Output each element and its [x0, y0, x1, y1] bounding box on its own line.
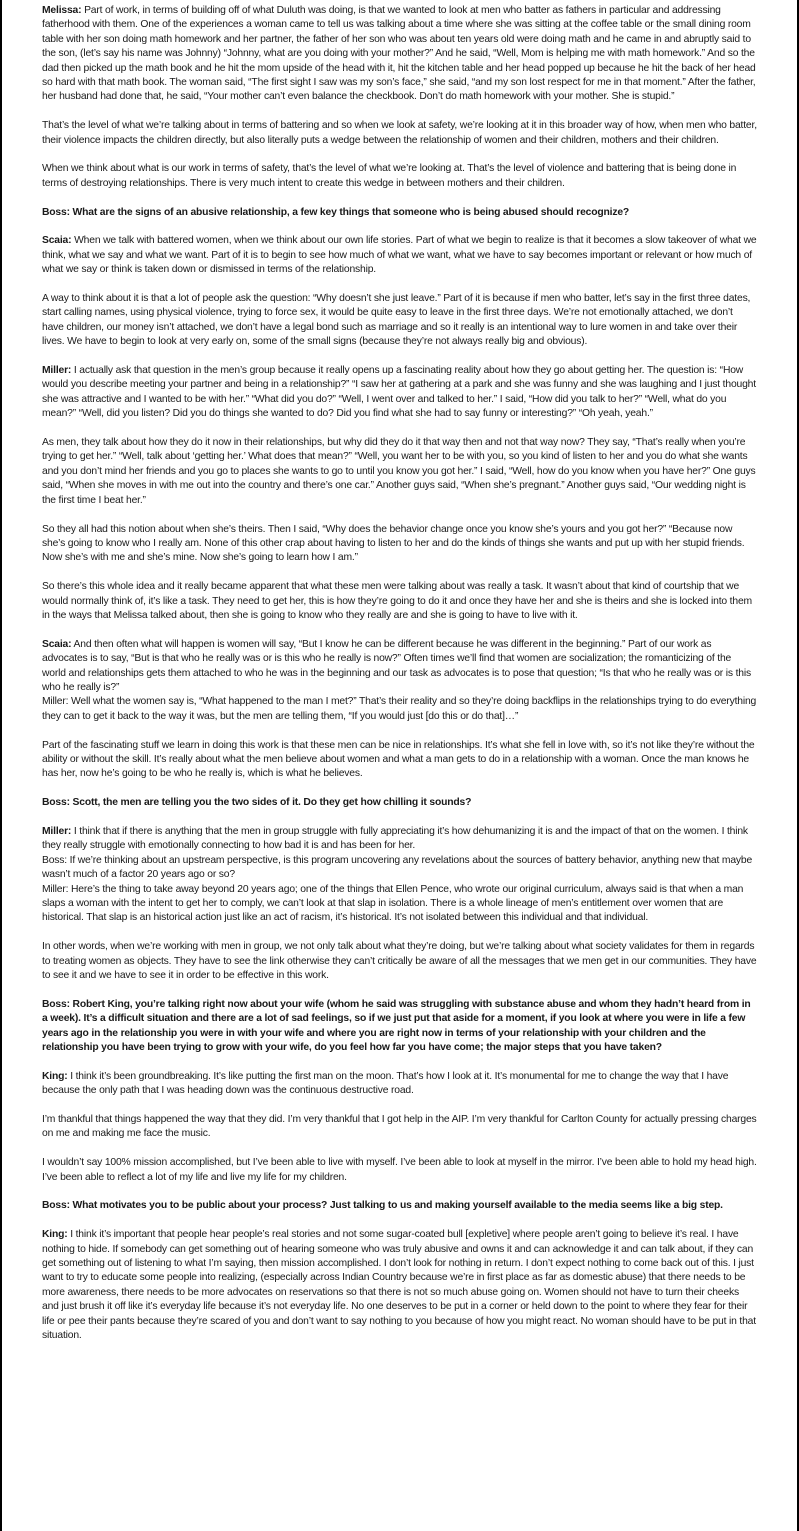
paragraph-text: That’s the level of what we’re talking about in terms of battering and so when we look at safety, we’re looking at it in this broader way of how, when men who batter, their violence impacts the children directly, but also literally puts a wedge between the relationship of women and their children, mothers and their children. [42, 120, 757, 146]
paragraph [42, 4, 757, 105]
paragraph-text: So there’s this whole idea and it really became apparent that what these men were talking about was really a task. It wasn’t about that kind of courtship that we would normally think of, it’s like a task. They need to get her, this is how they’re going to do it and once they have her and she is theirs and she is locked into them in the ways that Melissa talked about, then she is going to know who they really are and she is going to have to live with it. [42, 581, 752, 621]
paragraph-text: What motivates you to be public about your process? Just talking to us and making yourself available to the media seems like a big step. [69, 1200, 723, 1212]
paragraph [42, 1113, 757, 1142]
paragraph-text: Part of work, in terms of building off of what Duluth was doing, is that we wanted to look at men who batter as fathers in particular and addressing fatherhood with them. One of the experiences a woman came to tell us was talking about a time where she was sitting at the coffee table or the small dining room table with her son doing math homework and her partner, the father of her son who was about ten years old were doing math and he came in and abruptly said to the son, (let’s say his name was Johnny) “Johnny, what are you doing with your mother?” And he said, “Well, Mom is helping me with math homework.” And so the dad then picked up the math book and he hit the mom upside of the head with it, hit the kitchen table and her head popped up because he hit the back of her head so hard with that math book. The woman said, “The first sight I saw was my son’s face,” she said, “and my son lost respect for me in that moment.” After the father, her husband had done that, he said, “Your mother can’t even balance the checkbook. Don’t do math homework with your mother. She is stupid.” [42, 5, 756, 103]
speaker-label: Melissa: [42, 5, 82, 16]
paragraph [42, 436, 757, 508]
paragraph [42, 1199, 757, 1213]
paragraph-text: I think it’s important that people hear people’s real stories and not some sugar-coated bull [expletive] where people aren’t going to believe it’s real. I have nothing to hide. If somebody can get something out of hearing someone who was truly abusive and owns it and can acknowledge it and can talk about, if they can get something out of listening to what I’m saying, then mission accomplished. I don’t look for nothing in return. I don’t expect nothing to come back out of this. I just want to try to educate some people into realizing, (especially across Indian Country because we’re in first place as far as domestic abuse) that there needs to be more awareness, there needs to be more advocates on reservations so that there is not so much abuse going on. Women should not have to turn their cheeks and just brush it off like it’s everyday life because it’s not everyday life. No one deserves to be put in a corner or held down to the point to where they fear for their life or pee their pants because they’re scared of you and don’t want to say nothing to you because of how you might react. No woman should have to be put in that situation. [42, 1229, 756, 1342]
paragraph-text: I think that if there is anything that the men in group struggle with fully appreciating it’s how dehumanizing it is and the impact of that on the women. I think they really struggle with emotionally connecting to how bad it is and has been for her. [42, 825, 748, 852]
paragraph [42, 234, 757, 277]
paragraph-text: Scott, the men are telling you the two sides of it. Do they get how chilling it sounds? [69, 797, 472, 809]
speaker-label: Miller: [42, 365, 72, 377]
paragraph [42, 1228, 757, 1343]
paragraph [42, 206, 757, 220]
paragraph-text: Miller: Here’s the thing to take away beyond 20 years ago; one of the things that Ellen Pence, who wrote our original curriculum, always said is that when a man slaps a woman with the intent to get her to comply, we can’t look at that slap in isolation. There is a whole lineage of men’s entitlement over women that are historical. That slap is an historical action just like an act of racism, it’s historical. It’s not isolated between this individual and that individual. [42, 883, 744, 924]
speaker-label: Boss: [42, 1200, 70, 1212]
speaker-label: Boss: [42, 998, 70, 1010]
speaker-label: Miller: [42, 825, 72, 837]
paragraph [42, 998, 757, 1056]
paragraph [42, 1070, 757, 1099]
paragraph-text: I think it’s been groundbreaking. It’s like putting the first man on the moon. That’s how I look at it. It’s monumental for me to change the way that I have because the only path that I was heading down was the continuous destructive road. [42, 1070, 729, 1097]
paragraph-text: In other words, when we’re working with men in group, we not only talk about what they’re doing, but we’re talking about what society validates for them in regards to treating women as objects. They have to see the link otherwise they can’t critically be aware of all the messages that we men get in our communities. They have to see it and we have to see it in order to be effective in this work. [42, 941, 757, 981]
paragraph-text: As men, they talk about how they do it now in their relationships, but why did they do it that way then and not that way now? They say, “That’s really when you’re trying to get her.” “Well, talk about ‘getting her.’ What does that mean?” “Well, you want her to be with you, so you kind of listen to her and you do what she wants and you don’t mind her friends and you go to places she wants to go to until you know you got her.” I said, “Well, how do you know when you have her?” One guys said, “When she moves in with me out into the country and there’s one car.” Another guys said, “When she’s pregnant.” Another guys said, “Our wedding night is the first time I beat her.” [42, 437, 756, 506]
paragraph [42, 162, 757, 191]
speaker-label: Boss: [42, 206, 70, 218]
paragraph-text: I actually ask that question in the men’s group because it really opens up a fascinating reality about how they go about getting her. The question is: “How would you describe meeting your partner and being in a relationship?” “I saw her at gathering at a park and she was funny and she was laughing and I just thought she was attractive and I wanted to be with her.” “What did you do?” “Well, I went over and talked to her.” I said, “How did you talk to her?” “Well, what do you mean?” “Well, did you listen? Did you do things she wanted to do? Did you find what she had to say funny or interesting?” “Oh yeah, yeah.” [42, 365, 756, 420]
speaker-label: King: [42, 1070, 68, 1082]
paragraph [42, 739, 757, 782]
paragraph [42, 364, 757, 422]
speaker-label: Boss: [42, 797, 70, 809]
paragraph-text: A way to think about it is that a lot of people ask the question: “Why doesn’t she just leave.” Part of it is because if men who batter, let’s say in the first three dates, start calling names, using physical violence, trying to force sex, it would be quite easy to leave in the first three days. We’re not emotionally attached, we don’t have children, our money isn’t attached, we don’t have a legal bond such as marriage and so it really is an intentional way to lure women in and take over their lives. We have to begin to look at very early on, some of the small signs (because they’re not always really big and obvious). [42, 293, 751, 348]
paragraph [42, 940, 757, 983]
paragraph [42, 825, 757, 854]
paragraph [42, 580, 757, 623]
paragraph [42, 292, 757, 350]
paragraph-text: Miller: Well what the women say is, “What happened to the man I met?” That’s their reality and so they’re doing backflips in the relationships trying to do everything they can to get it back to the way it was, but the men are telling them, “If you would just [do this or do that]…” [42, 696, 757, 722]
paragraph-text: And then often what will happen is women will say, “But I know he can be different because he was different in the beginning.” Part of our work as advocates is to say, “But is that who he really was or is this who he really is now?” Often times we’ll find that women are socialization; the romanticizing of the world and relationships gets them attached to who he was in the beginning and our task as advocates is to pose that question; “Is that who he really was or is this who he really is?” [42, 638, 751, 693]
paragraph [42, 1156, 757, 1185]
speaker-label: King: [42, 1229, 68, 1241]
paragraph [42, 638, 757, 696]
paragraph [42, 695, 757, 724]
paragraph [42, 883, 757, 926]
paragraph-text: Robert King, you’re talking right now about your wife (whom he said was struggling with substance abuse and whom they hadn’t heard from in a week). It’s a difficult situation and there are a lot of sad feelings, so if we just put that aside for a moment, if you look at where you were in life a few years ago in the relationship you were in with your wife and where you are right now in terms of your relationship with your children and the relationship you have been trying to grow with your wife, do you feel how far you have come; the major steps that you have taken? [42, 998, 751, 1054]
paragraph-text: So they all had this notion about when she’s theirs. Then I said, “Why does the behavior change once you know she’s yours and you got her?” “Because now she’s going to know who I really am. None of this other crap about having to listen to her and do the kinds of things she wants and put up with her stupid friends. Now she’s with me and she’s mine. Now she’s going to learn how I am.” [42, 523, 745, 564]
paragraph-text: When we think about what is our work in terms of safety, that’s the level of what we’re looking at. That’s the level of violence and battering that is being done in terms of destroying relationships. There is very much intent to create this wedge in between mothers and their children. [42, 163, 737, 189]
paragraph-text: When we talk with battered women, when we think about our own life stories. Part of what we begin to realize is that it becomes a slow takeover of what we think, what we say and what we want. Part of it is to begin to see how much of what we want, what we have to say becomes important or relevant or how much of what we say or think is taken down or dismissed in terms of the relationship. [42, 235, 757, 276]
speaker-label: Scaia: [42, 638, 72, 650]
paragraph-text: I’m thankful that things happened the way that they did. I’m very thankful that I got help in the AIP. I’m very thankful for Carlton County for actually pressing charges on me and making me face the music. [42, 1114, 757, 1140]
paragraph-text: Boss: If we’re thinking about an upstream perspective, is this program uncovering any revelations about the sources of battery behavior, anything new that maybe wasn’t much of a factor 20 years ago or so? [42, 854, 753, 881]
paragraph [42, 796, 757, 810]
speaker-label: Scaia: [42, 235, 72, 247]
paragraph [42, 854, 757, 883]
paragraph-text: Part of the fascinating stuff we learn in doing this work is that these men can be nice in relationships. It’s what she fell in love with, so it’s not like they’re without the ability or without the skill. It’s really about what the men believe about women and what a man gets to do in a relationship with a woman. Once the man knows he has her, now he’s going to be who he really is, which is what he believes. [42, 739, 755, 780]
paragraph-text: What are the signs of an abusive relationship, a few key things that someone who is being abused should recognize? [69, 206, 630, 218]
paragraph [42, 523, 757, 566]
paragraph [42, 119, 757, 148]
paragraph-text: I wouldn’t say 100% mission accomplished, but I’ve been able to live with myself. I’ve been able to look at myself in the mirror. I’ve been able to hold my head high. I’ve been able to reflect a lot of my life and live my life for my children. [42, 1157, 757, 1183]
